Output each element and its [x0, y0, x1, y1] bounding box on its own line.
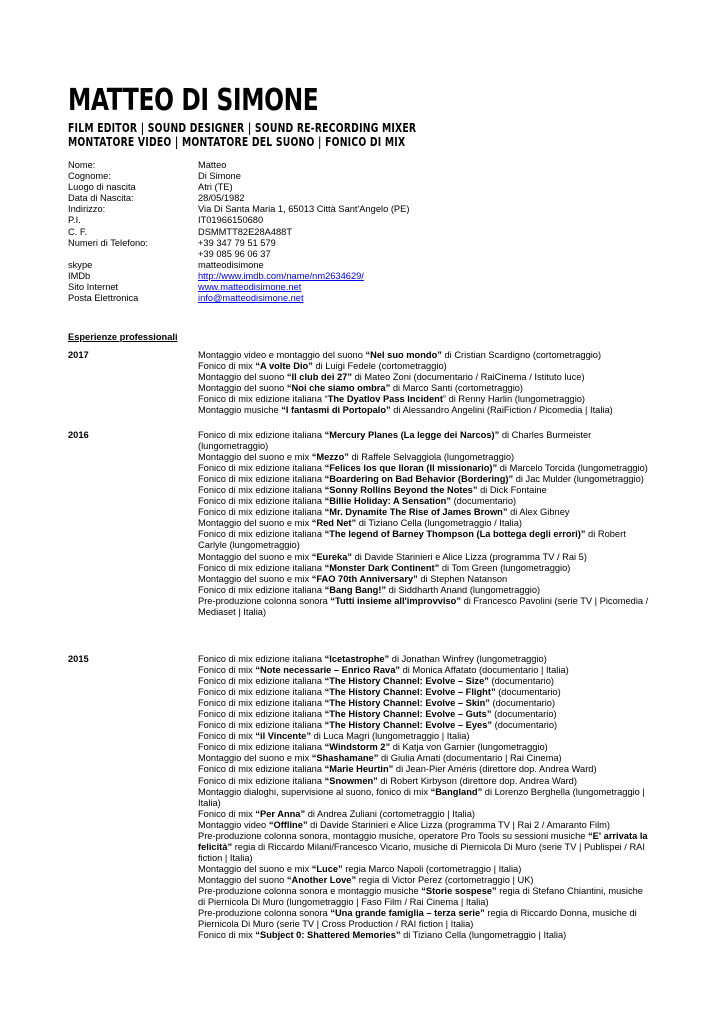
- cf-label: C. F.: [68, 226, 88, 237]
- cv-name: MATTEO DI SIMONE: [68, 83, 319, 118]
- year-label: 2016: [68, 430, 89, 440]
- entry-post: di Tiziano Cella (lungometraggio / Italia): [356, 518, 523, 529]
- entry-pre: Fonico di mix edizione italiana: [198, 742, 325, 753]
- entry-post: di Robert Carlyle (lungometraggio): [198, 529, 626, 551]
- entry-title: “Snowmen”: [324, 775, 378, 786]
- entry-title: “Felices los que lloran (Il missionario)”: [324, 463, 498, 474]
- experience-entry: [198, 563, 650, 574]
- entry-post: di Giulia Amati (documentario | Rai Cinema): [378, 753, 562, 764]
- entry-post: di Jonathan Winfrey (lungometraggio): [389, 654, 547, 664]
- entry-title: “Per Anna”: [255, 808, 306, 819]
- info-row-email: [68, 293, 668, 304]
- entry-post: di Marcelo Torcida (lungometraggio): [497, 463, 648, 474]
- info-row-luogo: [68, 182, 668, 193]
- year-label: 2015: [68, 654, 89, 664]
- entry-title: “Mezzo”: [311, 452, 349, 463]
- entry-post: (documentario): [451, 496, 517, 507]
- experience-entry: [198, 864, 650, 875]
- entry-pre: Fonico di mix edizione italiana: [198, 474, 325, 485]
- entry-pre: Montaggio video: [198, 819, 269, 830]
- entry-title: “Mr. Dynamite The Rise of James Brown”: [324, 507, 508, 518]
- entry-title: “The History Channel: Evolve – Skin”: [324, 698, 490, 709]
- experience-entry: [198, 787, 650, 809]
- entry-post: di Mateo Zoni (documentario / RaiCinema / Istituto luce): [352, 372, 585, 383]
- entry-post: di Francesco Pavolini (serie TV | Picomedia / Mediaset | Italia): [198, 595, 649, 617]
- entry-post: di Luca Magri (lungometraggio | Italia): [311, 731, 470, 742]
- roles-line-2: MONTATORE VIDEO | MONTATORE DEL SUONO | FONICO DI MIX: [68, 134, 406, 149]
- entry-title: “Another Love”: [286, 874, 357, 885]
- entry-title: “Offline”: [268, 819, 308, 830]
- tel2-value: +39 085 96 06 37: [198, 248, 271, 259]
- entry-pre: Fonico di mix edizione italiana: [198, 709, 325, 720]
- entry-post: di Robert Kirbyson (direttore dop. Andrea Ward): [377, 775, 577, 786]
- email-label: Posta Elettronica: [68, 293, 139, 304]
- experience-entry: [198, 720, 650, 731]
- skype-label: skype: [68, 259, 93, 270]
- entry-pre: Fonico di mix edizione italiana: [198, 562, 325, 573]
- experience-entry: [198, 552, 650, 563]
- entry-title: The Dyatlov Pass Incident: [327, 394, 443, 405]
- info-row-tel2: [68, 249, 668, 260]
- entry-post: regia di Riccardo Milani/Francesco Vicario, musiche di Piernicola Di Muro (serie TV | Publispei / RAI fiction | Italia): [198, 841, 645, 863]
- experience-entry: [198, 809, 650, 820]
- pi-label: P.I.: [68, 215, 81, 226]
- experience-entry: [198, 350, 650, 361]
- entry-pre: Montaggio del suono: [198, 372, 287, 383]
- entry-title: “E' arrivata la felicità”: [198, 830, 648, 852]
- experience-entry: [198, 394, 650, 405]
- entry-pre: Fonico di mix: [198, 665, 256, 676]
- entry-pre: Pre-produzione colonna sonora: [198, 595, 331, 606]
- entry-post: regia di Stefano Chiantini, musiche di Piernicola Di Muro (lungometraggio | Faso Film / Rai Cinema | Italia): [198, 885, 643, 908]
- indirizzo-value: Via Di Santa Maria 1, 65013 Città Sant'Angelo (PE): [198, 204, 410, 215]
- entry-title: “FAO 70th Anniversary”: [311, 573, 418, 584]
- info-row-tel: [68, 238, 668, 249]
- entry-pre: Fonico di mix edizione italiana: [198, 529, 325, 540]
- entry-post: (documentario): [495, 687, 561, 698]
- entry-pre: Fonico di mix edizione italiana: [198, 584, 325, 595]
- entry-pre: Fonico di mix edizione italiana: [198, 676, 325, 687]
- entry-post: di Stephen Natanson: [417, 573, 508, 584]
- luogo-label: Luogo di nascita: [68, 182, 136, 193]
- entry-post: (documentario): [488, 676, 555, 687]
- experience-entry: [198, 820, 650, 831]
- section-title-experience: Esperienze professionali: [68, 332, 178, 342]
- entry-post: di Alex Gibney: [507, 507, 570, 518]
- entry-post: di Katja von Garnier (lungometraggio): [390, 742, 548, 753]
- experience-entry: [198, 496, 650, 507]
- email-link[interactable]: info@matteodisimone.net: [198, 293, 304, 304]
- entry-post: (documentario): [491, 709, 557, 720]
- info-row-nome: [68, 160, 668, 171]
- entry-title: “Bangland”: [430, 786, 483, 797]
- experience-entry: [198, 507, 650, 518]
- entry-post: di Jac Mulder (lungometraggio): [513, 474, 644, 485]
- experience-entry: [198, 908, 650, 930]
- indirizzo-label: Indirizzo:: [68, 204, 106, 215]
- entry-pre: Montaggio del suono e mix: [198, 551, 312, 562]
- entry-pre: Fonico di mix edizione italiana: [198, 764, 325, 775]
- skype-value: matteodisimone: [198, 259, 264, 270]
- cognome-value: Di Simone: [198, 171, 241, 182]
- entry-pre: Fonico di mix edizione italiana: [198, 507, 325, 518]
- info-row-skype: [68, 260, 668, 271]
- entries-2016: [198, 430, 650, 618]
- experience-entry: [198, 485, 650, 496]
- experience-entry: [198, 518, 650, 529]
- entry-pre: Fonico di mix edizione italiana: [198, 654, 325, 664]
- experience-entry: [198, 463, 650, 474]
- entry-post: di Lorenzo Berghella (lungometraggio | Italia): [198, 786, 645, 808]
- experience-entry: [198, 930, 650, 941]
- entry-post: di Raffele Selvaggiola (lungometraggio): [348, 452, 515, 463]
- entry-title: “Tutti insieme all'improvviso”: [330, 595, 461, 606]
- entry-post: regia di Riccardo Donna, musiche di Piernicola Di Muro (serie TV | Cross Production / RAI fiction | Italia): [198, 908, 637, 930]
- experience-entry: [198, 452, 650, 463]
- experience-entry: [198, 574, 650, 585]
- entry-title: “I fantasmi di Portopalo”: [281, 405, 391, 416]
- entry-pre: Montaggio del suono e mix: [198, 573, 312, 584]
- entry-pre: Fonico di mix edizione italiana: [198, 496, 325, 507]
- entry-pre: Pre-produzione colonna sonora: [198, 908, 331, 919]
- entry-post: di Davide Starinieri e Alice Lizza (programma TV | Rai 2 / Amaranto Film): [307, 819, 610, 830]
- entry-title: “Una grande famiglia – terza serie”: [330, 908, 485, 919]
- roles-line-1: FILM EDITOR | SOUND DESIGNER | SOUND RE-RECORDING MIXER: [68, 120, 417, 135]
- cognome-label: Cognome:: [68, 171, 111, 182]
- experience-entry: [198, 405, 650, 416]
- entry-post: di Tom Green (lungometraggio): [439, 562, 571, 573]
- entry-post: di Charles Burmeister (lungometraggio): [198, 430, 592, 452]
- entry-post: di Monica Affatato (documentario | Italia): [400, 665, 569, 676]
- entry-title: “Noi che siamo ombra”: [286, 383, 391, 394]
- entry-pre: Fonico di mix edizione italiana: [198, 463, 325, 474]
- entry-title: “Billie Holiday: A Sensation”: [324, 496, 451, 507]
- entry-post: di Luigi Fedele (cortometraggio): [312, 361, 447, 372]
- experience-entry: [198, 585, 650, 596]
- entry-pre: Pre-produzione colonna sonora e montaggio musiche: [198, 885, 422, 896]
- info-row-cognome: [68, 171, 668, 182]
- entry-pre: Montaggio del suono e mix: [198, 863, 312, 874]
- entry-pre: Fonico di mix edizione italiana: [198, 687, 325, 698]
- entry-pre: Fonico di mix edizione italiana: [198, 720, 325, 731]
- entry-post: di Alessandro Angelini (RaiFiction / Picomedia | Italia): [390, 405, 613, 416]
- entry-pre: Montaggio del suono e mix: [198, 452, 312, 463]
- pi-value: IT01966150680: [198, 215, 264, 226]
- entry-pre: Fonico di mix: [198, 808, 256, 819]
- entry-title: “Shashamane”: [311, 753, 379, 764]
- website-link[interactable]: www.matteodisimone.net: [198, 282, 302, 293]
- info-row-data: [68, 193, 668, 204]
- info-row-imdb: [68, 271, 668, 282]
- entry-title: “Eureka”: [311, 551, 353, 562]
- year-label: 2017: [68, 350, 89, 360]
- entry-title: “Sonny Rollins Beyond the Notes”: [324, 485, 478, 496]
- info-row-indirizzo: [68, 204, 668, 215]
- entry-title: “Nel suo mondo”: [365, 350, 442, 360]
- luogo-value: Atri (TE): [198, 182, 233, 193]
- entry-post: di Davide Starinieri e Alice Lizza (programma TV / Rai 5): [352, 551, 587, 562]
- entry-pre: Fonico di mix edizione italiana: [198, 485, 325, 496]
- entry-post: di Marco Santi (cortometraggio): [390, 383, 524, 394]
- entry-pre: Fonico di mix: [198, 731, 256, 742]
- entry-pre: Fonico di mix: [198, 361, 256, 372]
- entry-post: di Andrea Zuliani (cortometraggio | Italia): [305, 808, 475, 819]
- experience-entry: [198, 596, 650, 618]
- experience-entry: [198, 372, 650, 383]
- entry-pre: Fonico di mix edizione italiana: [198, 775, 325, 786]
- entry-title: “The History Channel: Evolve – Guts”: [324, 709, 492, 720]
- entry-title: “A volte Dio”: [255, 361, 313, 372]
- entry-title: “il Vincente”: [255, 731, 311, 742]
- entry-title: “Monster Dark Continent”: [324, 562, 440, 573]
- entry-post: di Jean-Pier Améris (direttore dop. Andrea Ward): [393, 764, 597, 775]
- cf-value: DSMMTT82E28A488T: [198, 226, 293, 237]
- experience-entry: [198, 430, 650, 452]
- experience-entry: [198, 665, 650, 676]
- entry-pre: Montaggio del suono e mix: [198, 518, 312, 529]
- experience-entry: [198, 383, 650, 394]
- entry-title: “Note necessarie – Enrico Rava”: [255, 665, 401, 676]
- entry-title: “The History Channel: Evolve – Size”: [324, 676, 489, 687]
- entry-title: “Luce”: [311, 863, 343, 874]
- entry-title: “Red Net”: [311, 518, 357, 529]
- entry-title: “The legend of Barney Thompson (La bottega degli errori)”: [324, 529, 586, 540]
- imdb-link[interactable]: http://www.imdb.com/name/nm2634629/: [198, 270, 364, 281]
- entry-pre: Montaggio del suono e mix: [198, 753, 312, 764]
- entry-pre: Montaggio video e montaggio del suono: [198, 350, 366, 360]
- entry-post: regia di Victor Perez (cortometraggio | UK): [356, 874, 534, 885]
- entry-post: di Siddharth Anand (lungometraggio): [386, 584, 541, 595]
- entry-post: ” di Renny Harlin (lungometraggio): [442, 394, 586, 405]
- experience-entry: [198, 776, 650, 787]
- entry-post: di Dick Fontaine: [477, 485, 547, 496]
- entry-post: di Cristian Scardigno (cortometraggio): [441, 350, 602, 360]
- experience-entry: [198, 831, 650, 864]
- entry-title: “Bang Bang!”: [324, 584, 387, 595]
- experience-entry: [198, 709, 650, 720]
- info-row-sito: [68, 282, 668, 293]
- entry-title: “Mercury Planes (La legge dei Narcos)”: [324, 430, 500, 440]
- entry-title: “Subject 0: Shattered Memories”: [255, 930, 401, 941]
- tel1-value: +39 347 79 51 579: [198, 237, 276, 248]
- entry-title: “The History Channel: Evolve – Eyes”: [324, 720, 493, 731]
- entry-title: “Storie sospese”: [421, 885, 497, 896]
- entry-title: “Marie Heurtin”: [324, 764, 394, 775]
- nome-value: Matteo: [198, 160, 227, 170]
- experience-entry: [198, 764, 650, 775]
- entry-pre: Fonico di mix: [198, 930, 256, 941]
- experience-entry: [198, 676, 650, 687]
- data-label: Data di Nascita:: [68, 193, 134, 204]
- entry-pre: Montaggio del suono: [198, 874, 287, 885]
- experience-entry: [198, 875, 650, 886]
- entry-pre: Pre-produzione colonna sonora, montaggio musiche, operatore Pro Tools su sessioni musiche: [198, 830, 588, 841]
- entry-post: di Tiziano Cella (lungometraggio | Italia): [400, 930, 567, 941]
- entry-pre: Montaggio musiche: [198, 405, 282, 416]
- tel-label: Numeri di Telefono:: [68, 237, 148, 248]
- sito-label: Sito Internet: [68, 282, 119, 293]
- info-row-cf: [68, 227, 668, 238]
- info-row-pi: [68, 215, 668, 226]
- experience-entry: [198, 731, 650, 742]
- personal-info: [68, 160, 668, 304]
- experience-entry: [198, 654, 650, 665]
- entry-post: (documentario): [492, 720, 558, 731]
- entry-pre: Montaggio dialoghi, supervisione al suono, fonico di mix: [198, 786, 431, 797]
- experience-entry: [198, 698, 650, 709]
- experience-entry: [198, 529, 650, 551]
- imdb-label: IMDb: [68, 270, 91, 281]
- entry-pre: Fonico di mix edizione italiana “: [198, 394, 328, 405]
- entry-title: “Il club dei 27”: [286, 372, 353, 383]
- entries-2015: [198, 654, 650, 941]
- experience-entry: [198, 361, 650, 372]
- nome-label: Nome:: [68, 160, 96, 170]
- entry-pre: Montaggio del suono: [198, 383, 287, 394]
- experience-entry: [198, 474, 650, 485]
- experience-entry: [198, 886, 650, 908]
- experience-entry: [198, 753, 650, 764]
- entry-title: “Icetastrophe”: [324, 654, 390, 664]
- entry-title: “Boardering on Bad Behavior (Bordering)”: [324, 474, 514, 485]
- experience-entry: [198, 687, 650, 698]
- data-value: 28/05/1982: [198, 193, 245, 204]
- entries-2017: [198, 350, 650, 416]
- entry-title: “Windstorm 2”: [324, 742, 391, 753]
- experience-entry: [198, 742, 650, 753]
- entry-post: (documentario): [489, 698, 556, 709]
- entry-pre: Fonico di mix edizione italiana: [198, 430, 325, 440]
- entry-pre: Fonico di mix edizione italiana: [198, 698, 325, 709]
- entry-post: regia Marco Napoli (cortometraggio | Italia): [342, 863, 522, 874]
- entry-title: “The History Channel: Evolve – Flight”: [324, 687, 496, 698]
